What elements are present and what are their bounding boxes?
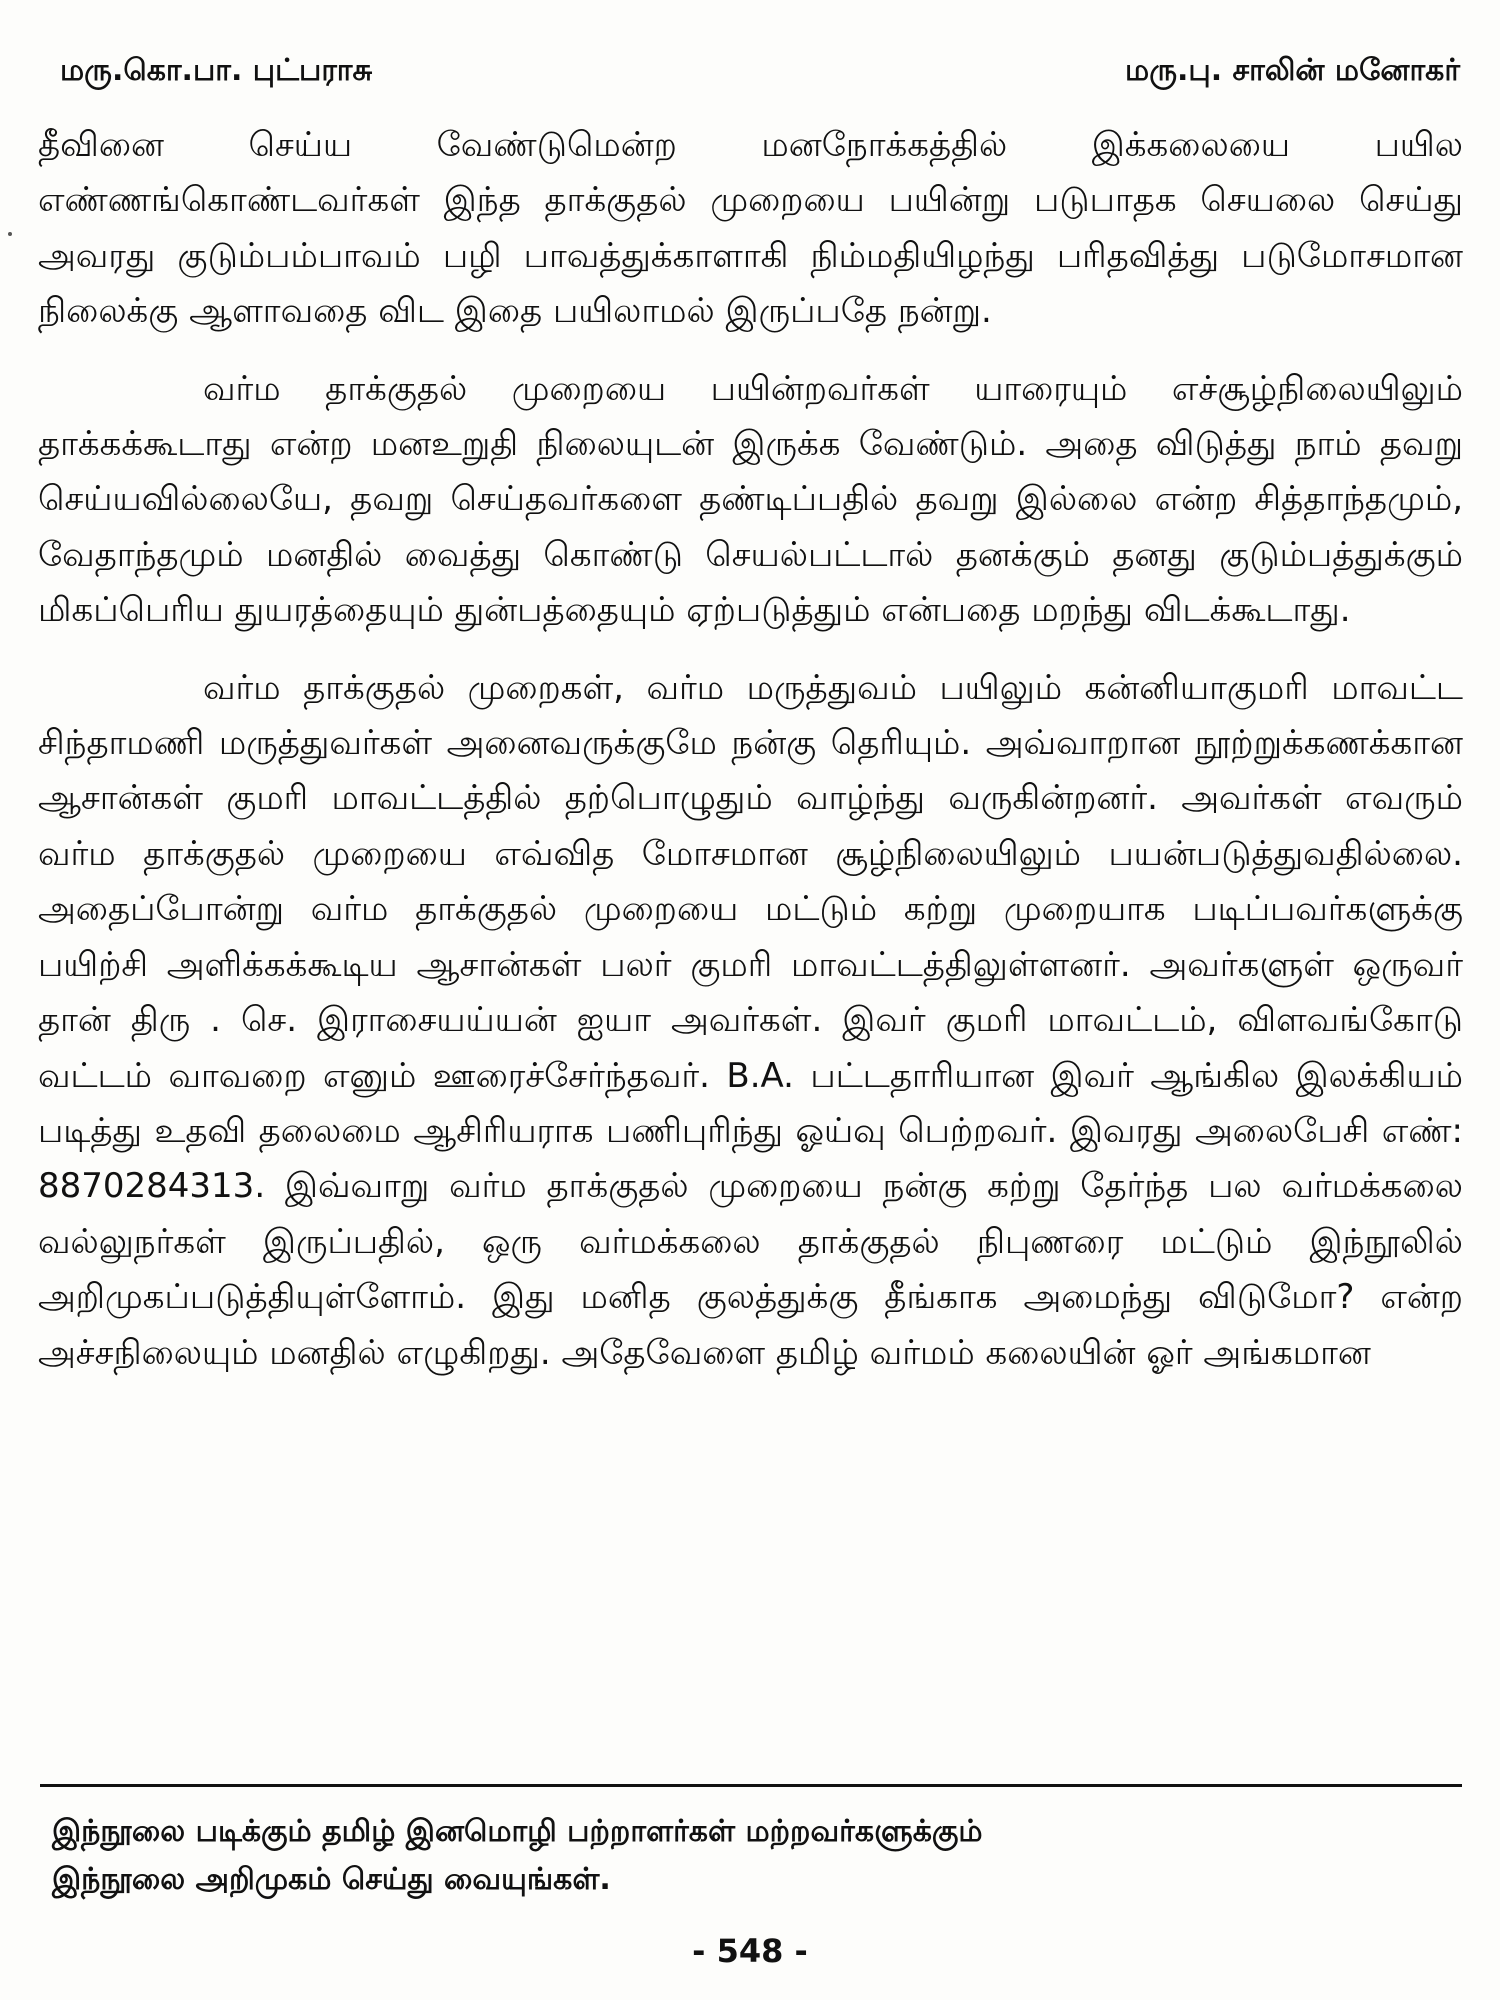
header-author-left: மரு.கொ.பா. புட்பராசு — [60, 52, 373, 88]
paragraph-2: வர்ம தாக்குதல் முறையை பயின்றவர்கள் யாரையும் எச்சூழ்நிலையிலும் தாக்கக்கூடாது என்ற மனஉறுதி நிலையுடன் இருக்க வேண்டும். அதை விடுத்து நாம் தவறு செய்யவில்லையே, தவறு செய்தவர்களை தண்டிப்பதில் தவறு இல்லை என்ற சித்தாந்தமும், வேதாந்தமும் மனதில் வைத்து கொண்டு செயல்பட்டால் தனக்கும் தனது குடும்பத்துக்கும் மிகப்பெரிய துயரத்தையும் துன்பத்தையும் ஏற்படுத்தும் என்பதை மறந்து விடக்கூடாது. — [38, 368, 1463, 631]
paragraph-1: தீவினை செய்ய வேண்டுமென்ற மனநோக்கத்தில் இக்கலையை பயில எண்ணங்கொண்டவர்கள் இந்த தாக்குதல் முறையை பயின்று படுபாதக செயலை செய்து அவரது குடும்பம்பாவம் பழி பாவத்துக்காளாகி நிம்மதியிழந்து பரிதவித்து படுமோசமான நிலைக்கு ஆளாவதை விட இதை பயிலாமல் இருப்பதே நன்று. — [38, 125, 1463, 332]
scan-speck — [8, 232, 12, 236]
footer-note — [52, 1808, 1402, 1904]
body-text — [38, 118, 1463, 1381]
running-header — [60, 44, 1460, 100]
paragraph-3: வர்ம தாக்குதல் முறைகள், வர்ம மருத்துவம் பயிலும் கன்னியாகுமரி மாவட்ட சிந்தாமணி மருத்துவர்கள் அனைவருக்குமே நன்கு தெரியும். அவ்வாறான நூற்றுக்கணக்கான ஆசான்கள் குமரி மாவட்டத்தில் தற்பொழுதும் வாழ்ந்து வருகின்றனர். அவர்கள் எவரும் வர்ம தாக்குதல் முறையை எவ்வித மோசமான சூழ்நிலையிலும் பயன்படுத்துவதில்லை. அதைப்போன்று வர்ம தாக்குதல் முறையை மட்டும் கற்று முறையாக படிப்பவர்களுக்கு பயிற்சி அளிக்கக்கூடிய ஆசான்கள் பலர் குமரி மாவட்டத்திலுள்ளனர். அவர்களுள் ஒருவர் தான் திரு . செ. இராசையய்யன் ஐயா அவர்கள். இவர் குமரி மாவட்டம், விளவங்கோடு வட்டம் வாவறை எனும் ஊரைச்சேர்ந்தவர். B.A. பட்டதாரியான இவர் ஆங்கில இலக்கியம் படித்து உதவி தலைமை ஆசிரியராக பணிபுரிந்து ஓய்வு பெற்றவர். இவரது அலைபேசி எண்: 8870284313. இவ்வாறு வர்ம தாக்குதல் முறையை நன்கு கற்று தேர்ந்த பல வர்மக்கலை வல்லுநர்கள் இருப்பதில், ஒரு வர்மக்கலை தாக்குதல் நிபுணரை மட்டும் இந்நூலில் அறிமுகப்படுத்தியுள்ளோம். இது மனித குலத்துக்கு தீங்காக அமைந்து விடுமோ? என்ற அச்சநிலையும் மனதில் எழுகிறது. அதேவேளை தமிழ் வர்மம் கலையின் ஓர் அங்கமான — [38, 667, 1463, 1373]
footer-divider — [40, 1784, 1462, 1787]
footer-note-line-1: இந்நூலை படிக்கும் தமிழ் இனமொழி பற்றாளர்கள் மற்றவர்களுக்கும் — [52, 1814, 983, 1849]
footer-note-line-2: இந்நூலை அறிமுகம் செய்து வையுங்கள். — [52, 1862, 611, 1897]
header-author-right: மரு.பு. சாலின் மனோகர் — [1125, 52, 1460, 88]
page-number: - 548 - — [692, 1932, 808, 1970]
